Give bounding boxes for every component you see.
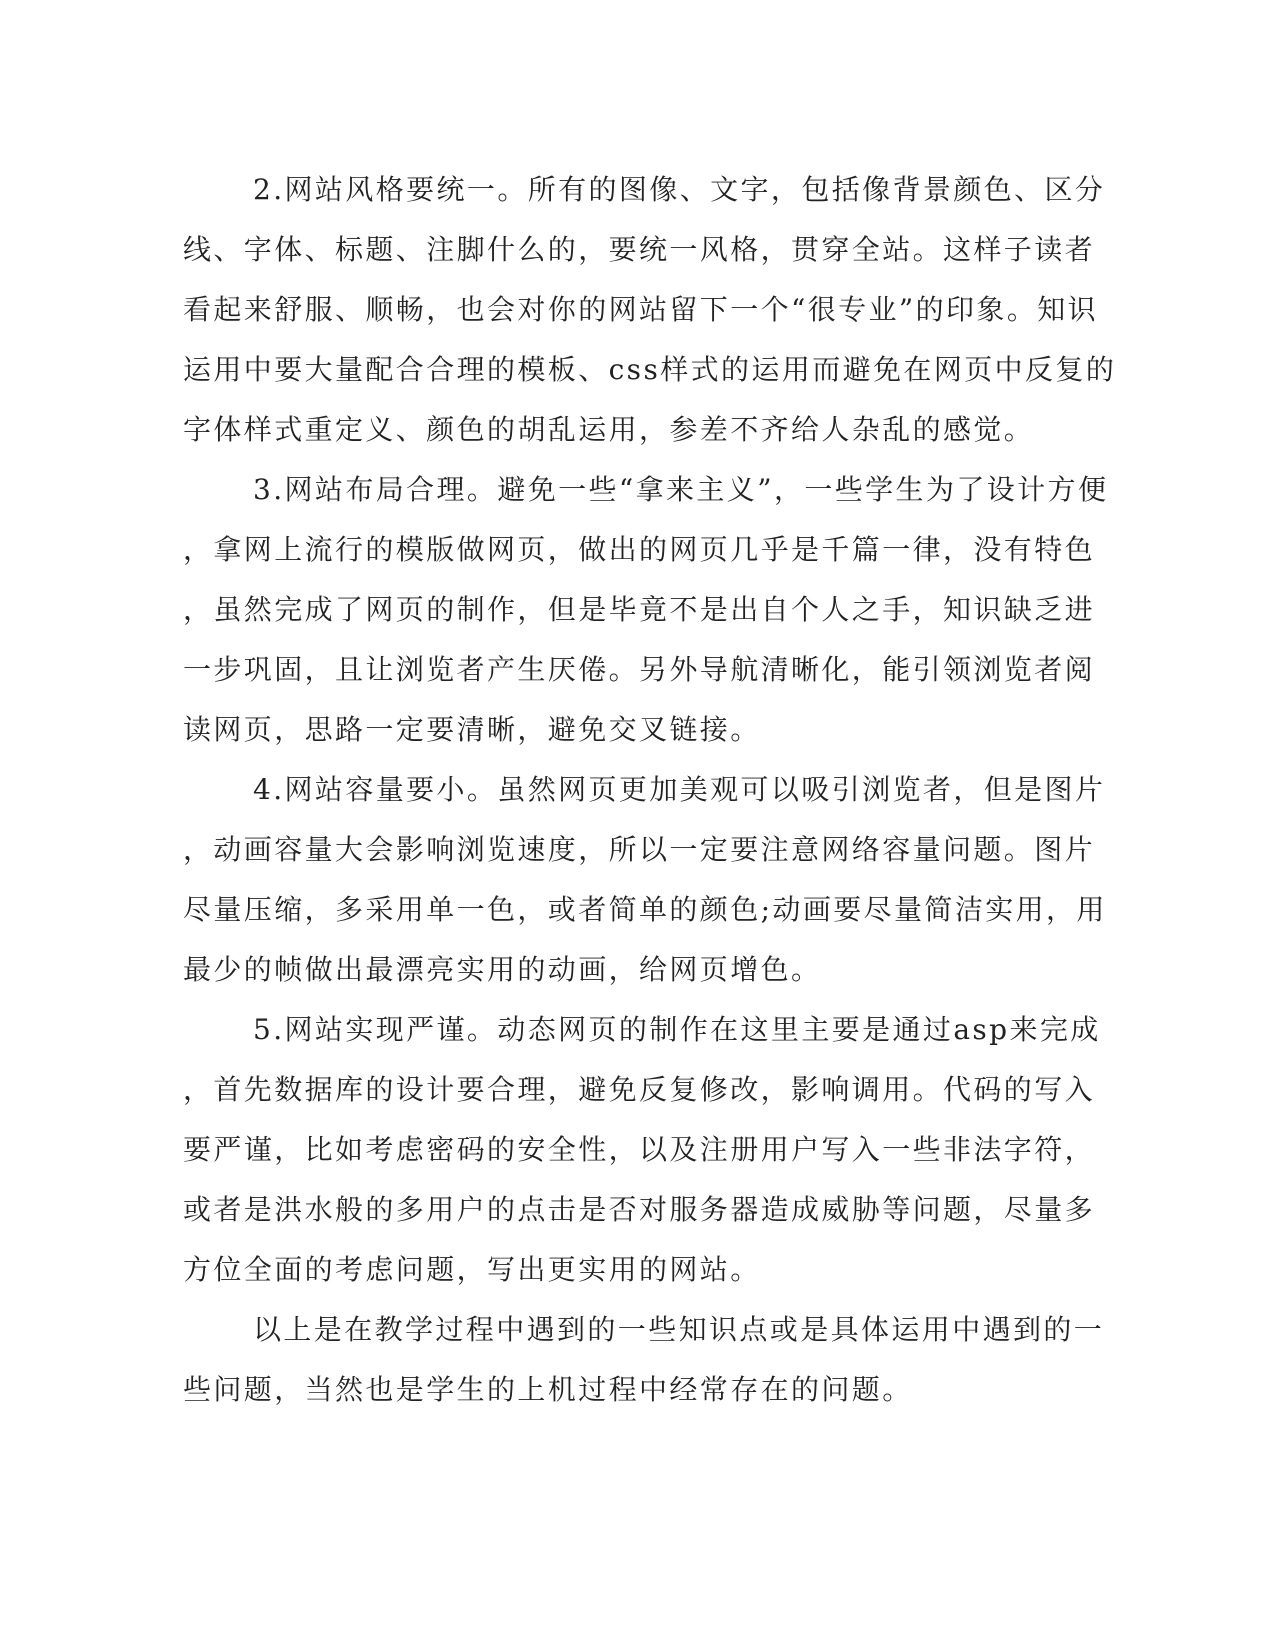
- paragraph-style-consistency: [183, 160, 1117, 460]
- text-line: ，虽然完成了网页的制作，但是毕竟不是出自个人之手，知识缺乏进: [183, 593, 1096, 626]
- text-line: 3.网站布局合理。避免一些“拿来主义”，一些学生为了设计方便: [253, 473, 1109, 506]
- text-line: 字体样式重定义、颜色的胡乱运用，参差不齐给人杂乱的感觉。: [183, 413, 1035, 446]
- text-line: ，拿网上流行的模版做网页，做出的网页几乎是千篇一律，没有特色: [183, 533, 1096, 566]
- text-line: ，动画容量大会影响浏览速度，所以一定要注意网络容量问题。图片: [183, 833, 1096, 866]
- text-line: 尽量压缩，多采用单一色，或者简单的颜色;动画要尽量简洁实用，用: [183, 893, 1107, 926]
- text-line: 4.网站容量要小。虽然网页更加美观可以吸引浏览者，但是图片: [253, 773, 1106, 806]
- body-text: [183, 160, 1117, 1420]
- text-line: 5.网站实现严谨。动态网页的制作在这里主要是通过asp来完成: [253, 1013, 1101, 1046]
- text-line: 要严谨，比如考虑密码的安全性，以及注册用户写入一些非法字符，: [183, 1133, 1096, 1166]
- text-line: 2.网站风格要统一。所有的图像、文字，包括像背景颜色、区分: [253, 173, 1106, 206]
- text-line: 以上是在教学过程中遇到的一些知识点或是具体运用中遇到的一: [253, 1313, 1105, 1346]
- text-line: 最少的帧做出最漂亮实用的动画，给网页增色。: [183, 953, 822, 986]
- paragraph-rigor: [183, 1000, 1101, 1300]
- paragraph-conclusion: [183, 1300, 1105, 1420]
- text-line: ，首先数据库的设计要合理，避免反复修改，影响调用。代码的写入: [183, 1073, 1096, 1106]
- paragraph-capacity: [183, 760, 1107, 1000]
- text-line: 线、字体、标题、注脚什么的，要统一风格，贯穿全站。这样子读者: [183, 233, 1096, 266]
- text-line: 读网页，思路一定要清晰，避免交叉链接。: [183, 713, 761, 746]
- paragraph-layout: [183, 460, 1109, 760]
- text-line: 些问题，当然也是学生的上机过程中经常存在的问题。: [183, 1373, 913, 1406]
- text-line: 一步巩固，且让浏览者产生厌倦。另外导航清晰化，能引领浏览者阅: [183, 653, 1096, 686]
- text-line: 运用中要大量配合合理的模板、css样式的运用而避免在网页中反复的: [183, 353, 1117, 386]
- text-line: 看起来舒服、顺畅，也会对你的网站留下一个“很专业”的印象。知识: [183, 293, 1099, 326]
- text-line: 方位全面的考虑问题，写出更实用的网站。: [183, 1253, 761, 1286]
- text-line: 或者是洪水般的多用户的点击是否对服务器造成威胁等问题，尽量多: [183, 1193, 1096, 1226]
